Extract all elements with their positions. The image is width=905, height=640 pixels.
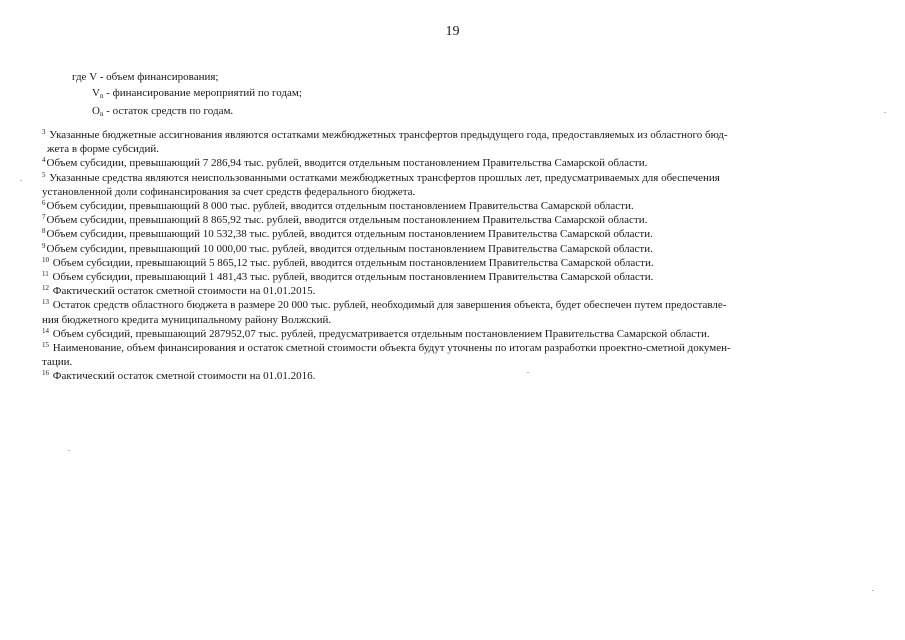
legend-line-on	[72, 104, 302, 123]
legend-text-on: - остаток средств по годам.	[103, 105, 234, 117]
footnote-11	[42, 270, 872, 284]
scan-speck	[527, 372, 529, 373]
footnote-3	[42, 128, 872, 156]
footnote-10	[42, 256, 872, 270]
footnote-text: Объем субсидии, превышающий 7 286,94 тыс. рублей, вводится отдельным постановлением Правительства Самарской области.	[46, 157, 648, 170]
scan-speck	[872, 590, 874, 591]
footnote-number: 3	[42, 128, 46, 136]
footnote-6	[42, 199, 872, 213]
footnote-number: 9	[42, 241, 46, 250]
footnote-text-continued: жета в форме субсидий.	[47, 143, 159, 156]
footnote-text: Объем субсидий, превышающий 287952,07 тыс. рублей, предусматривается отдельным постановлением Правительства Самарской области.	[52, 327, 710, 340]
legend-line-vn	[72, 86, 302, 105]
footnote-number: 13	[42, 298, 49, 307]
footnote-4	[42, 156, 872, 170]
footnote-number: 5	[42, 170, 46, 179]
footnote-number: 4	[42, 156, 46, 165]
footnote-text: Указанные средства являются неиспользованными остатками межбюджетных трансфертов прошлых лет, предусматриваемых для обеспечения	[49, 171, 720, 184]
footnote-number: 6	[42, 199, 46, 208]
footnote-text: Объем субсидии, превышающий 8 865,92 тыс. рублей, вводится отдельным постановлением Правительства Самарской области.	[46, 214, 648, 227]
footnote-8	[42, 227, 872, 241]
footnotes-list	[42, 128, 872, 384]
footnote-15	[42, 341, 872, 369]
footnote-text: Фактический остаток сметной стоимости на 01.01.2015.	[52, 285, 316, 298]
footnote-number: 12	[42, 284, 49, 293]
legend-symbol-v: V	[92, 86, 100, 99]
scan-speck	[20, 180, 22, 181]
footnote-13	[42, 298, 872, 326]
footnote-text: Остаток средств областного бюджета в размере 20 000 тыс. рублей, необходимый для завершения объекта, будет обеспечен путем предоставле-	[52, 299, 727, 312]
footnote-9	[42, 242, 872, 256]
footnote-number: 7	[42, 213, 46, 222]
footnote-text-continued: тации.	[42, 356, 73, 369]
footnote-text: Объем субсидии, превышающий 5 865,12 тыс. рублей, вводится отдельным постановлением Правительства Самарской области.	[52, 256, 654, 269]
legend-subscript-n: n	[99, 110, 104, 118]
footnote-5	[42, 171, 872, 199]
footnote-16	[42, 369, 872, 383]
footnote-number: 14	[42, 326, 49, 335]
footnote-number: 8	[42, 227, 46, 236]
footnote-12	[42, 284, 872, 298]
footnote-text: Объем субсидии, превышающий 8 000 тыс. рублей, вводится отдельным постановлением Правительства Самарской области.	[46, 200, 634, 213]
footnote-text-continued: установленной доли софинансирования за счет средств федерального бюджета.	[42, 185, 416, 198]
footnote-number: 11	[42, 270, 49, 279]
footnote-number: 10	[42, 255, 49, 264]
footnote-number: 16	[42, 369, 49, 378]
legend-text-vn: - финансирование мероприятий по годам;	[103, 86, 302, 99]
formula-legend	[72, 70, 302, 123]
footnote-text-continued: ния бюджетного кредита муниципальному району Волжский.	[42, 313, 332, 326]
footnote-14	[42, 327, 872, 341]
legend-line-v: где V - объем финансирования;	[72, 71, 219, 83]
footnote-text: Фактический остаток сметной стоимости на 01.01.2016.	[52, 370, 316, 383]
scan-speck	[884, 112, 886, 113]
legend-subscript-n: n	[99, 91, 104, 100]
footnote-text: Объем субсидии, превышающий 10 532,38 тыс. рублей, вводится отдельным постановлением Правительства Самарской области.	[46, 228, 653, 241]
footnote-text: Объем субсидии, превышающий 1 481,43 тыс. рублей, вводится отдельным постановлением Правительства Самарской области.	[52, 271, 654, 284]
scan-speck	[68, 450, 70, 451]
footnote-text: Объем субсидии, превышающий 10 000,00 тыс. рублей, вводится отдельным постановлением Правительства Самарской области.	[46, 242, 653, 255]
legend-symbol-o: O	[92, 105, 100, 117]
footnote-number: 15	[42, 341, 49, 350]
footnote-text: Наименование, объем финансирования и остаток сметной стоимости объекта будут уточнены по итогам разработки проектно-сметной докумен-	[52, 342, 731, 355]
footnote-7	[42, 213, 872, 227]
page-number: 19	[445, 24, 460, 39]
footnote-text: Указанные бюджетные ассигнования являются остатками межбюджетных трансфертов предыдущего года, предоставляемых из областного бюд-	[49, 129, 728, 141]
